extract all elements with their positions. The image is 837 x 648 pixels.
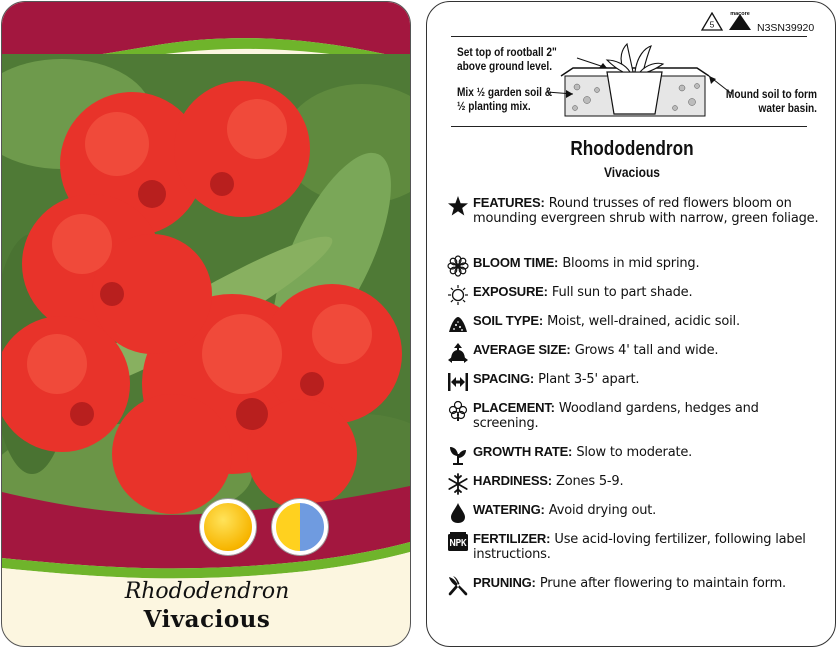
back-genus-name: Rhododendron [570,138,694,160]
rhododendron-photo [2,54,411,532]
features-value: Round trusses of red flowers bloom on mounding evergreen shrub with narrow, green foliage. [473,196,819,226]
planting-note-left: Mix ½ garden soil & ½ planting mix. [457,87,553,113]
hardiness-label: HARDINESS: [473,473,552,488]
water-drop-icon [447,502,469,524]
part-shade-icon [272,499,328,555]
spacing-label: SPACING: [473,371,534,386]
product-code: N3SN39920 [757,22,815,34]
placement-label: PLACEMENT: [473,400,555,415]
growth-rate-value: Slow to moderate. [576,445,693,460]
planting-note-right: Mound soil to form water basin. [725,89,817,115]
growth-rate-label: GROWTH RATE: [473,444,573,459]
star-icon [447,195,469,217]
back-card [426,1,836,647]
features-label: FEATURES: [473,195,545,210]
front-genus-name: Rhododendron [124,579,290,604]
soil-type-value: Moist, well-drained, acidic soil. [547,314,740,329]
spacing-value: Plant 3-5' apart. [538,372,640,387]
height-width-icon [447,342,469,364]
watering-label: WATERING: [473,502,545,517]
bloom-time-value: Blooms in mid spring. [562,256,700,271]
spacing-icon [447,371,469,393]
fertilizer-label: FERTILIZER: [473,531,551,546]
soil-icon [447,313,469,335]
npk-icon [447,531,469,553]
shrub-icon [447,400,469,422]
placement-value: Woodland gardens, hedges and screening. [473,401,759,431]
sun-outline-icon [447,284,469,306]
recycle-icon [701,12,723,32]
exposure-value: Full sun to part shade. [551,285,693,300]
macore-logo-icon [727,10,753,32]
watering-value: Avoid drying out. [548,503,657,518]
snowflake-icon [447,473,469,495]
brand-mark: macore [730,11,750,17]
planting-note-top: Set top of rootball 2" above ground level. [457,47,557,73]
front-card [1,1,411,647]
fertilizer-value: Use acid-loving fertilizer, following label instructions. [473,532,806,562]
soil-type-label: SOIL TYPE: [473,313,543,328]
average-size-value: Grows 4' tall and wide. [574,343,719,358]
bloom-time-label: BLOOM TIME: [473,255,559,270]
hardiness-value: Zones 5-9. [556,474,624,489]
sprout-icon [447,444,469,466]
back-variety-name: Vivacious [603,164,661,180]
recycle-number: 5 [709,19,715,30]
divider-top [451,36,807,37]
exposure-label: EXPOSURE: [473,284,548,299]
pruners-icon [447,575,469,597]
pruning-value: Prune after flowering to maintain form. [539,576,786,591]
flower-icon [447,255,469,277]
average-size-label: AVERAGE SIZE: [473,342,571,357]
divider-middle [451,126,807,127]
front-variety-name: Vivacious [143,606,271,633]
full-sun-icon [200,499,256,555]
pruning-label: PRUNING: [473,575,536,590]
